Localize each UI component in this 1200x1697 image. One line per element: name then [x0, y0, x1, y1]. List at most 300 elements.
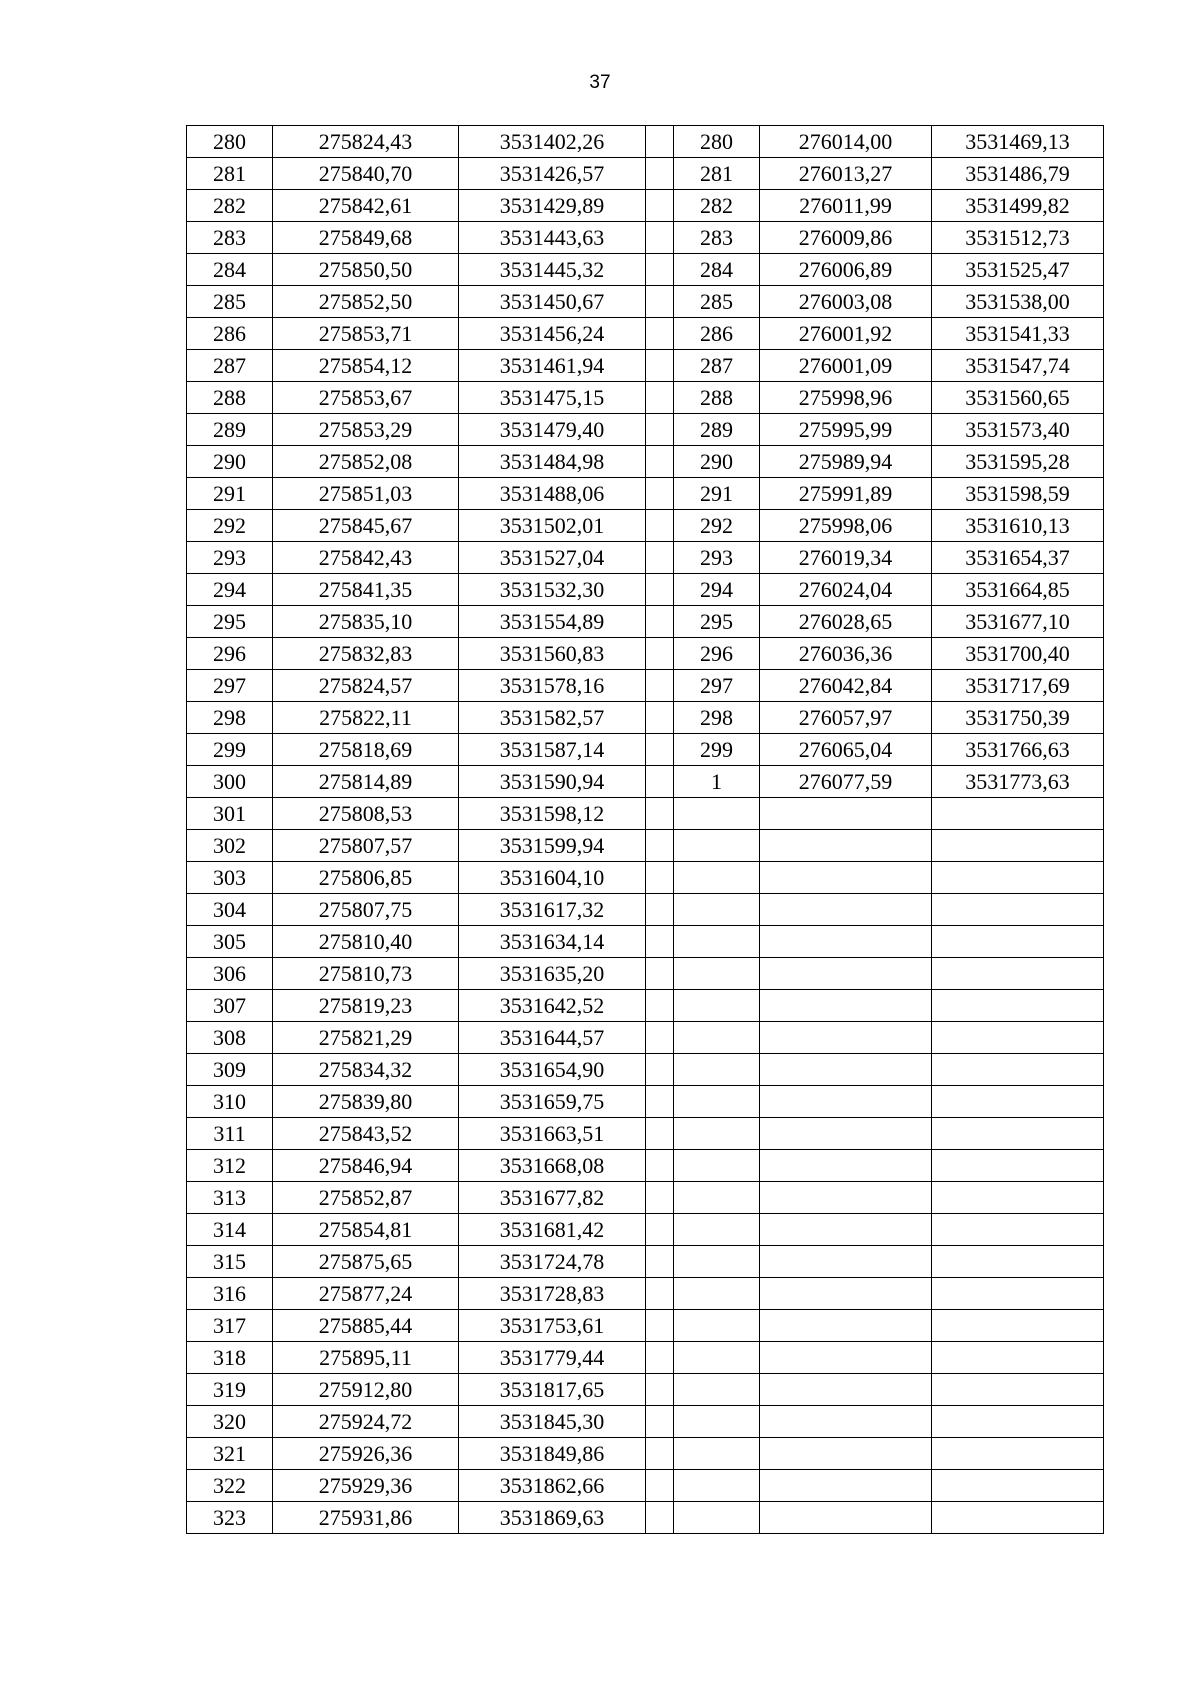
- left-x-coordinate-cell: 275842,43: [273, 542, 459, 574]
- right-point-number-cell: 286: [674, 318, 760, 350]
- right-y-coordinate-cell: [932, 1438, 1104, 1470]
- right-y-coordinate-cell: 3531469,13: [932, 126, 1104, 158]
- left-y-coordinate-cell: 3531502,01: [459, 510, 646, 542]
- table-row: [187, 1310, 1104, 1342]
- right-y-coordinate-cell: 3531610,13: [932, 510, 1104, 542]
- right-x-coordinate-cell: [760, 958, 932, 990]
- left-x-coordinate-cell: 275924,72: [273, 1406, 459, 1438]
- left-point-number-cell: 281: [187, 158, 273, 190]
- separator-cell: [646, 126, 674, 158]
- left-point-number-cell: 280: [187, 126, 273, 158]
- right-y-coordinate-cell: [932, 1118, 1104, 1150]
- left-point-number-cell: 318: [187, 1342, 273, 1374]
- left-point-number-cell: 320: [187, 1406, 273, 1438]
- left-point-number-cell: 290: [187, 446, 273, 478]
- right-point-number-cell: [674, 1182, 760, 1214]
- left-y-coordinate-cell: 3531779,44: [459, 1342, 646, 1374]
- left-y-coordinate-cell: 3531598,12: [459, 798, 646, 830]
- right-x-coordinate-cell: [760, 1054, 932, 1086]
- separator-cell: [646, 1310, 674, 1342]
- left-point-number-cell: 309: [187, 1054, 273, 1086]
- right-x-coordinate-cell: [760, 1182, 932, 1214]
- left-y-coordinate-cell: 3531484,98: [459, 446, 646, 478]
- right-x-coordinate-cell: [760, 1022, 932, 1054]
- separator-cell: [646, 446, 674, 478]
- separator-cell: [646, 638, 674, 670]
- separator-cell: [646, 958, 674, 990]
- left-point-number-cell: 295: [187, 606, 273, 638]
- left-y-coordinate-cell: 3531488,06: [459, 478, 646, 510]
- left-y-coordinate-cell: 3531587,14: [459, 734, 646, 766]
- right-x-coordinate-cell: [760, 1374, 932, 1406]
- table-row: [187, 734, 1104, 766]
- separator-cell: [646, 222, 674, 254]
- right-point-number-cell: 296: [674, 638, 760, 670]
- left-x-coordinate-cell: 275824,57: [273, 670, 459, 702]
- right-y-coordinate-cell: [932, 1342, 1104, 1374]
- right-x-coordinate-cell: [760, 926, 932, 958]
- right-y-coordinate-cell: [932, 798, 1104, 830]
- left-y-coordinate-cell: 3531635,20: [459, 958, 646, 990]
- right-point-number-cell: 283: [674, 222, 760, 254]
- right-point-number-cell: 287: [674, 350, 760, 382]
- left-x-coordinate-cell: 275895,11: [273, 1342, 459, 1374]
- right-point-number-cell: [674, 1502, 760, 1534]
- separator-cell: [646, 510, 674, 542]
- left-x-coordinate-cell: 275835,10: [273, 606, 459, 638]
- separator-cell: [646, 1278, 674, 1310]
- separator-cell: [646, 1470, 674, 1502]
- right-point-number-cell: 281: [674, 158, 760, 190]
- separator-cell: [646, 350, 674, 382]
- left-point-number-cell: 307: [187, 990, 273, 1022]
- table-row: [187, 510, 1104, 542]
- right-y-coordinate-cell: 3531717,69: [932, 670, 1104, 702]
- left-x-coordinate-cell: 275818,69: [273, 734, 459, 766]
- right-x-coordinate-cell: [760, 894, 932, 926]
- right-point-number-cell: [674, 1406, 760, 1438]
- table-row: [187, 222, 1104, 254]
- table-row: [187, 798, 1104, 830]
- separator-cell: [646, 1246, 674, 1278]
- right-y-coordinate-cell: [932, 1150, 1104, 1182]
- left-y-coordinate-cell: 3531634,14: [459, 926, 646, 958]
- separator-cell: [646, 1022, 674, 1054]
- table-row: [187, 926, 1104, 958]
- separator-cell: [646, 414, 674, 446]
- table-row: [187, 1438, 1104, 1470]
- left-y-coordinate-cell: 3531654,90: [459, 1054, 646, 1086]
- right-x-coordinate-cell: 276011,99: [760, 190, 932, 222]
- separator-cell: [646, 1214, 674, 1246]
- right-y-coordinate-cell: 3531598,59: [932, 478, 1104, 510]
- separator-cell: [646, 862, 674, 894]
- right-x-coordinate-cell: 276024,04: [760, 574, 932, 606]
- right-point-number-cell: [674, 990, 760, 1022]
- right-x-coordinate-cell: [760, 1246, 932, 1278]
- left-y-coordinate-cell: 3531450,67: [459, 286, 646, 318]
- left-point-number-cell: 296: [187, 638, 273, 670]
- right-x-coordinate-cell: 276003,08: [760, 286, 932, 318]
- table-row: [187, 894, 1104, 926]
- left-y-coordinate-cell: 3531402,26: [459, 126, 646, 158]
- separator-cell: [646, 1406, 674, 1438]
- separator-cell: [646, 158, 674, 190]
- right-x-coordinate-cell: 275989,94: [760, 446, 932, 478]
- left-point-number-cell: 297: [187, 670, 273, 702]
- table-row: [187, 126, 1104, 158]
- left-point-number-cell: 315: [187, 1246, 273, 1278]
- left-x-coordinate-cell: 275807,57: [273, 830, 459, 862]
- separator-cell: [646, 574, 674, 606]
- right-point-number-cell: 293: [674, 542, 760, 574]
- right-x-coordinate-cell: [760, 830, 932, 862]
- left-x-coordinate-cell: 275853,29: [273, 414, 459, 446]
- table-row: [187, 286, 1104, 318]
- left-point-number-cell: 282: [187, 190, 273, 222]
- right-point-number-cell: [674, 1118, 760, 1150]
- right-y-coordinate-cell: [932, 830, 1104, 862]
- separator-cell: [646, 318, 674, 350]
- right-x-coordinate-cell: 276009,86: [760, 222, 932, 254]
- right-y-coordinate-cell: 3531677,10: [932, 606, 1104, 638]
- left-x-coordinate-cell: 275852,87: [273, 1182, 459, 1214]
- left-y-coordinate-cell: 3531869,63: [459, 1502, 646, 1534]
- table-row: [187, 414, 1104, 446]
- left-y-coordinate-cell: 3531475,15: [459, 382, 646, 414]
- separator-cell: [646, 798, 674, 830]
- left-x-coordinate-cell: 275810,40: [273, 926, 459, 958]
- left-point-number-cell: 322: [187, 1470, 273, 1502]
- right-x-coordinate-cell: 276001,09: [760, 350, 932, 382]
- left-y-coordinate-cell: 3531443,63: [459, 222, 646, 254]
- left-x-coordinate-cell: 275875,65: [273, 1246, 459, 1278]
- left-point-number-cell: 306: [187, 958, 273, 990]
- left-y-coordinate-cell: 3531445,32: [459, 254, 646, 286]
- left-x-coordinate-cell: 275850,50: [273, 254, 459, 286]
- right-x-coordinate-cell: 275995,99: [760, 414, 932, 446]
- right-x-coordinate-cell: [760, 990, 932, 1022]
- separator-cell: [646, 254, 674, 286]
- right-point-number-cell: 299: [674, 734, 760, 766]
- right-x-coordinate-cell: 276077,59: [760, 766, 932, 798]
- table-row: [187, 446, 1104, 478]
- right-point-number-cell: [674, 1342, 760, 1374]
- right-point-number-cell: 290: [674, 446, 760, 478]
- separator-cell: [646, 1502, 674, 1534]
- left-point-number-cell: 299: [187, 734, 273, 766]
- right-point-number-cell: [674, 1470, 760, 1502]
- table-row: [187, 606, 1104, 638]
- separator-cell: [646, 670, 674, 702]
- left-y-coordinate-cell: 3531753,61: [459, 1310, 646, 1342]
- left-y-coordinate-cell: 3531578,16: [459, 670, 646, 702]
- left-y-coordinate-cell: 3531554,89: [459, 606, 646, 638]
- left-y-coordinate-cell: 3531479,40: [459, 414, 646, 446]
- left-y-coordinate-cell: 3531532,30: [459, 574, 646, 606]
- left-point-number-cell: 285: [187, 286, 273, 318]
- left-x-coordinate-cell: 275852,50: [273, 286, 459, 318]
- table-row: [187, 254, 1104, 286]
- table-row: [187, 1022, 1104, 1054]
- left-y-coordinate-cell: 3531817,65: [459, 1374, 646, 1406]
- right-y-coordinate-cell: [932, 926, 1104, 958]
- right-x-coordinate-cell: [760, 1150, 932, 1182]
- right-point-number-cell: [674, 1054, 760, 1086]
- table-row: [187, 1278, 1104, 1310]
- left-y-coordinate-cell: 3531728,83: [459, 1278, 646, 1310]
- table-row: [187, 1246, 1104, 1278]
- left-y-coordinate-cell: 3531644,57: [459, 1022, 646, 1054]
- right-y-coordinate-cell: 3531664,85: [932, 574, 1104, 606]
- table-row: [187, 638, 1104, 670]
- right-y-coordinate-cell: [932, 1470, 1104, 1502]
- table-row: [187, 1374, 1104, 1406]
- left-point-number-cell: 294: [187, 574, 273, 606]
- left-point-number-cell: 303: [187, 862, 273, 894]
- right-point-number-cell: [674, 1374, 760, 1406]
- right-point-number-cell: 294: [674, 574, 760, 606]
- left-y-coordinate-cell: 3531527,04: [459, 542, 646, 574]
- left-y-coordinate-cell: 3531663,51: [459, 1118, 646, 1150]
- left-point-number-cell: 284: [187, 254, 273, 286]
- left-y-coordinate-cell: 3531681,42: [459, 1214, 646, 1246]
- right-point-number-cell: [674, 1278, 760, 1310]
- separator-cell: [646, 1342, 674, 1374]
- separator-cell: [646, 1054, 674, 1086]
- right-y-coordinate-cell: 3531654,37: [932, 542, 1104, 574]
- left-point-number-cell: 301: [187, 798, 273, 830]
- right-y-coordinate-cell: 3531538,00: [932, 286, 1104, 318]
- separator-cell: [646, 190, 674, 222]
- table-row: [187, 1502, 1104, 1534]
- separator-cell: [646, 606, 674, 638]
- right-x-coordinate-cell: 275991,89: [760, 478, 932, 510]
- left-point-number-cell: 286: [187, 318, 273, 350]
- right-x-coordinate-cell: 275998,96: [760, 382, 932, 414]
- separator-cell: [646, 478, 674, 510]
- left-x-coordinate-cell: 275854,12: [273, 350, 459, 382]
- left-point-number-cell: 298: [187, 702, 273, 734]
- right-x-coordinate-cell: 276057,97: [760, 702, 932, 734]
- right-y-coordinate-cell: 3531486,79: [932, 158, 1104, 190]
- left-point-number-cell: 288: [187, 382, 273, 414]
- left-point-number-cell: 311: [187, 1118, 273, 1150]
- right-x-coordinate-cell: [760, 1470, 932, 1502]
- right-y-coordinate-cell: 3531547,74: [932, 350, 1104, 382]
- separator-cell: [646, 894, 674, 926]
- right-y-coordinate-cell: [932, 1278, 1104, 1310]
- right-y-coordinate-cell: 3531766,63: [932, 734, 1104, 766]
- left-x-coordinate-cell: 275841,35: [273, 574, 459, 606]
- left-x-coordinate-cell: 275807,75: [273, 894, 459, 926]
- right-x-coordinate-cell: 276042,84: [760, 670, 932, 702]
- left-x-coordinate-cell: 275806,85: [273, 862, 459, 894]
- right-x-coordinate-cell: [760, 1118, 932, 1150]
- left-point-number-cell: 319: [187, 1374, 273, 1406]
- right-x-coordinate-cell: 276028,65: [760, 606, 932, 638]
- table-row: [187, 1182, 1104, 1214]
- right-y-coordinate-cell: [932, 1086, 1104, 1118]
- table-row: [187, 1150, 1104, 1182]
- right-y-coordinate-cell: [932, 1182, 1104, 1214]
- right-point-number-cell: [674, 958, 760, 990]
- left-x-coordinate-cell: 275849,68: [273, 222, 459, 254]
- left-x-coordinate-cell: 275834,32: [273, 1054, 459, 1086]
- left-point-number-cell: 283: [187, 222, 273, 254]
- table-row: [187, 574, 1104, 606]
- table-row: [187, 158, 1104, 190]
- left-point-number-cell: 304: [187, 894, 273, 926]
- left-point-number-cell: 313: [187, 1182, 273, 1214]
- left-y-coordinate-cell: 3531461,94: [459, 350, 646, 382]
- table-row: [187, 958, 1104, 990]
- right-y-coordinate-cell: [932, 1246, 1104, 1278]
- right-y-coordinate-cell: 3531750,39: [932, 702, 1104, 734]
- left-x-coordinate-cell: 275832,83: [273, 638, 459, 670]
- separator-cell: [646, 830, 674, 862]
- left-x-coordinate-cell: 275852,08: [273, 446, 459, 478]
- right-y-coordinate-cell: [932, 1054, 1104, 1086]
- left-point-number-cell: 312: [187, 1150, 273, 1182]
- left-y-coordinate-cell: 3531862,66: [459, 1470, 646, 1502]
- right-y-coordinate-cell: 3531499,82: [932, 190, 1104, 222]
- right-point-number-cell: [674, 1086, 760, 1118]
- right-point-number-cell: 298: [674, 702, 760, 734]
- separator-cell: [646, 766, 674, 798]
- right-point-number-cell: [674, 894, 760, 926]
- left-x-coordinate-cell: 275929,36: [273, 1470, 459, 1502]
- separator-cell: [646, 382, 674, 414]
- left-x-coordinate-cell: 275819,23: [273, 990, 459, 1022]
- table-row: [187, 350, 1104, 382]
- table-row: [187, 1470, 1104, 1502]
- table-row: [187, 1342, 1104, 1374]
- left-x-coordinate-cell: 275839,80: [273, 1086, 459, 1118]
- left-point-number-cell: 316: [187, 1278, 273, 1310]
- right-point-number-cell: [674, 862, 760, 894]
- right-y-coordinate-cell: 3531560,65: [932, 382, 1104, 414]
- table-row: [187, 382, 1104, 414]
- left-x-coordinate-cell: 275810,73: [273, 958, 459, 990]
- right-x-coordinate-cell: 276065,04: [760, 734, 932, 766]
- right-x-coordinate-cell: 276001,92: [760, 318, 932, 350]
- right-y-coordinate-cell: 3531773,63: [932, 766, 1104, 798]
- left-point-number-cell: 308: [187, 1022, 273, 1054]
- coordinates-table: [186, 125, 1104, 1534]
- right-point-number-cell: [674, 1246, 760, 1278]
- left-y-coordinate-cell: 3531617,32: [459, 894, 646, 926]
- right-x-coordinate-cell: [760, 1086, 932, 1118]
- separator-cell: [646, 1118, 674, 1150]
- left-y-coordinate-cell: 3531849,86: [459, 1438, 646, 1470]
- table-row: [187, 1086, 1104, 1118]
- left-y-coordinate-cell: 3531429,89: [459, 190, 646, 222]
- left-y-coordinate-cell: 3531668,08: [459, 1150, 646, 1182]
- right-y-coordinate-cell: [932, 894, 1104, 926]
- right-y-coordinate-cell: [932, 1502, 1104, 1534]
- left-x-coordinate-cell: 275824,43: [273, 126, 459, 158]
- separator-cell: [646, 734, 674, 766]
- right-y-coordinate-cell: [932, 1214, 1104, 1246]
- left-point-number-cell: 300: [187, 766, 273, 798]
- right-y-coordinate-cell: [932, 1310, 1104, 1342]
- right-x-coordinate-cell: [760, 798, 932, 830]
- table-row: [187, 830, 1104, 862]
- separator-cell: [646, 286, 674, 318]
- left-y-coordinate-cell: 3531659,75: [459, 1086, 646, 1118]
- left-point-number-cell: 310: [187, 1086, 273, 1118]
- right-point-number-cell: [674, 798, 760, 830]
- right-y-coordinate-cell: [932, 958, 1104, 990]
- separator-cell: [646, 1086, 674, 1118]
- left-x-coordinate-cell: 275840,70: [273, 158, 459, 190]
- right-y-coordinate-cell: [932, 1022, 1104, 1054]
- left-y-coordinate-cell: 3531677,82: [459, 1182, 646, 1214]
- left-x-coordinate-cell: 275853,67: [273, 382, 459, 414]
- left-point-number-cell: 323: [187, 1502, 273, 1534]
- separator-cell: [646, 926, 674, 958]
- left-point-number-cell: 302: [187, 830, 273, 862]
- right-x-coordinate-cell: [760, 1438, 932, 1470]
- left-x-coordinate-cell: 275854,81: [273, 1214, 459, 1246]
- table-row: [187, 1054, 1104, 1086]
- left-y-coordinate-cell: 3531426,57: [459, 158, 646, 190]
- right-point-number-cell: 285: [674, 286, 760, 318]
- table-row: [187, 862, 1104, 894]
- right-y-coordinate-cell: 3531525,47: [932, 254, 1104, 286]
- table-row: [187, 1118, 1104, 1150]
- left-x-coordinate-cell: 275912,80: [273, 1374, 459, 1406]
- right-point-number-cell: 288: [674, 382, 760, 414]
- left-point-number-cell: 317: [187, 1310, 273, 1342]
- right-y-coordinate-cell: [932, 1406, 1104, 1438]
- left-x-coordinate-cell: 275821,29: [273, 1022, 459, 1054]
- table-row: [187, 702, 1104, 734]
- right-point-number-cell: [674, 926, 760, 958]
- left-point-number-cell: 321: [187, 1438, 273, 1470]
- left-x-coordinate-cell: 275851,03: [273, 478, 459, 510]
- left-x-coordinate-cell: 275846,94: [273, 1150, 459, 1182]
- right-point-number-cell: 291: [674, 478, 760, 510]
- right-y-coordinate-cell: 3531512,73: [932, 222, 1104, 254]
- left-y-coordinate-cell: 3531845,30: [459, 1406, 646, 1438]
- left-y-coordinate-cell: 3531599,94: [459, 830, 646, 862]
- left-x-coordinate-cell: 275931,86: [273, 1502, 459, 1534]
- left-point-number-cell: 314: [187, 1214, 273, 1246]
- right-y-coordinate-cell: [932, 990, 1104, 1022]
- table-row: [187, 478, 1104, 510]
- left-x-coordinate-cell: 275842,61: [273, 190, 459, 222]
- table-row: [187, 542, 1104, 574]
- table-row: [187, 670, 1104, 702]
- table-row: [187, 190, 1104, 222]
- left-point-number-cell: 287: [187, 350, 273, 382]
- right-point-number-cell: [674, 1438, 760, 1470]
- left-x-coordinate-cell: 275885,44: [273, 1310, 459, 1342]
- separator-cell: [646, 702, 674, 734]
- separator-cell: [646, 1374, 674, 1406]
- left-x-coordinate-cell: 275822,11: [273, 702, 459, 734]
- left-point-number-cell: 291: [187, 478, 273, 510]
- right-x-coordinate-cell: [760, 1406, 932, 1438]
- right-point-number-cell: 295: [674, 606, 760, 638]
- left-y-coordinate-cell: 3531590,94: [459, 766, 646, 798]
- separator-cell: [646, 1182, 674, 1214]
- left-x-coordinate-cell: 275853,71: [273, 318, 459, 350]
- left-y-coordinate-cell: 3531724,78: [459, 1246, 646, 1278]
- separator-cell: [646, 1438, 674, 1470]
